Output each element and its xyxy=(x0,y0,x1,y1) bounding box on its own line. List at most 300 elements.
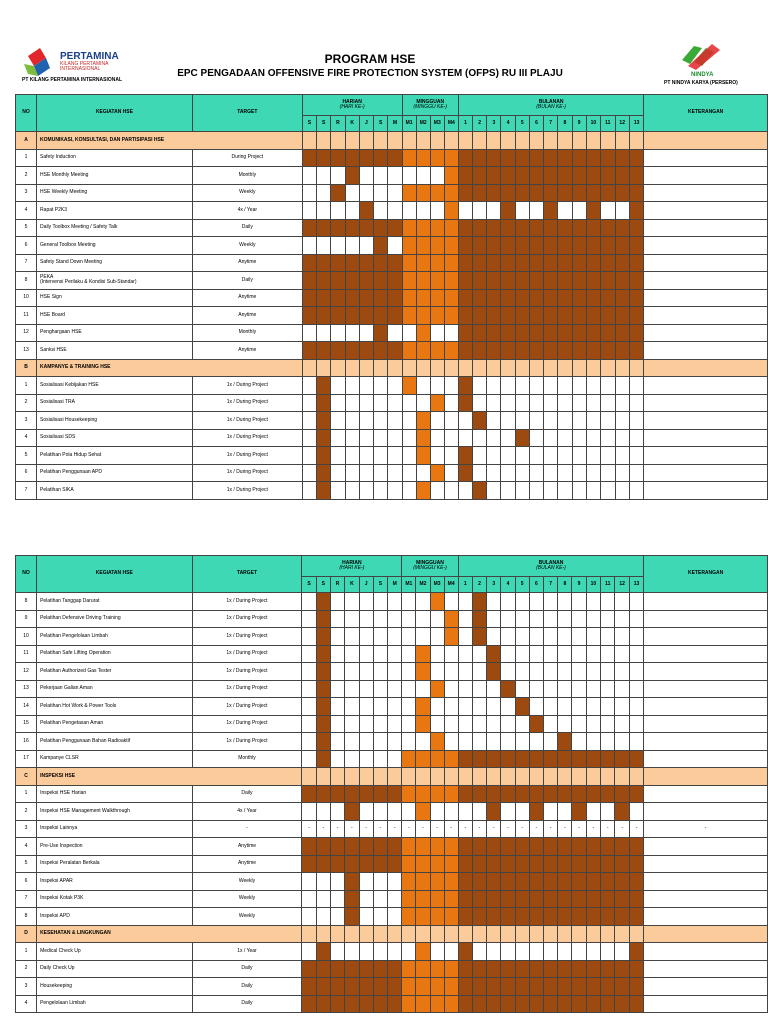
section-row xyxy=(16,925,768,943)
month-cell xyxy=(458,254,472,272)
activity-label: Pelatihan Safe Lifting Operation xyxy=(37,645,192,663)
day-cell xyxy=(359,202,373,220)
day-cell xyxy=(388,289,402,307)
month-cell xyxy=(615,593,629,611)
section-cell xyxy=(317,359,331,377)
col-group-mingguan-sublabel: (MINGGU KE-) xyxy=(413,565,447,571)
month-cell xyxy=(572,960,586,978)
month-cell xyxy=(473,324,487,342)
week-cell xyxy=(444,377,458,395)
row-number: 2 xyxy=(16,167,37,185)
col-group-mingguan-label: MINGGUAN xyxy=(416,559,444,566)
day-cell xyxy=(345,628,359,646)
keterangan-cell xyxy=(644,149,768,167)
day-cell xyxy=(302,628,316,646)
month-cell xyxy=(515,254,529,272)
day-cell xyxy=(359,377,373,395)
month-cell xyxy=(529,855,543,873)
week-cell xyxy=(430,593,444,611)
week-cell xyxy=(402,995,416,1013)
month-cell xyxy=(558,733,572,751)
month-cell xyxy=(473,447,487,465)
schedule-table-2 xyxy=(15,555,768,1013)
month-cell xyxy=(501,680,515,698)
month-cell xyxy=(544,377,558,395)
day-header: K xyxy=(345,116,359,132)
day-cell xyxy=(302,715,316,733)
day-cell xyxy=(388,960,402,978)
week-cell xyxy=(444,464,458,482)
month-cell xyxy=(586,324,600,342)
month-cell xyxy=(572,149,586,167)
col-header-keterangan: KETERANGAN xyxy=(644,556,768,593)
day-cell xyxy=(330,855,344,873)
day-cell xyxy=(317,184,331,202)
month-cell xyxy=(515,995,529,1013)
month-cell xyxy=(458,785,472,803)
row-number: 2 xyxy=(16,803,37,821)
day-cell xyxy=(316,943,330,961)
month-cell xyxy=(472,995,486,1013)
month-cell xyxy=(501,663,515,681)
day-cell xyxy=(388,324,402,342)
table-row xyxy=(16,377,768,395)
day-cell xyxy=(302,645,316,663)
day-cell xyxy=(359,960,373,978)
row-number: 6 xyxy=(16,237,37,255)
activity-label xyxy=(37,272,193,290)
month-cell xyxy=(601,429,615,447)
month-cell xyxy=(629,377,643,395)
month-cell xyxy=(473,307,487,325)
day-cell xyxy=(317,254,331,272)
target-label: 1x / During Project xyxy=(192,412,302,430)
section-cell xyxy=(615,925,629,943)
week-cell xyxy=(444,394,458,412)
month-cell xyxy=(586,750,600,768)
week-cell xyxy=(430,342,444,360)
day-cell xyxy=(331,272,345,290)
target-label: Anytime xyxy=(192,289,302,307)
month-cell xyxy=(601,978,615,996)
month-cell xyxy=(572,272,586,290)
day-cell xyxy=(359,184,373,202)
col-header-target: TARGET xyxy=(192,95,302,132)
day-cell xyxy=(302,855,316,873)
week-cell xyxy=(416,219,430,237)
keterangan-cell xyxy=(644,289,768,307)
day-cell xyxy=(359,715,373,733)
month-cell xyxy=(473,219,487,237)
month-cell xyxy=(458,202,472,220)
day-cell xyxy=(345,803,359,821)
keterangan-cell xyxy=(644,394,768,412)
week-cell xyxy=(402,272,416,290)
day-cell xyxy=(316,733,330,751)
month-header: 6 xyxy=(529,577,543,593)
section-cell xyxy=(473,359,487,377)
section-cell xyxy=(430,925,444,943)
day-cell xyxy=(302,838,316,856)
month-cell xyxy=(529,237,543,255)
month-cell xyxy=(558,628,572,646)
month-cell xyxy=(529,342,543,360)
month-cell xyxy=(615,324,629,342)
section-cell xyxy=(529,359,543,377)
day-cell xyxy=(316,908,330,926)
day-cell xyxy=(374,272,388,290)
month-cell xyxy=(501,855,515,873)
day-cell xyxy=(345,663,359,681)
activity-label: Sosialisasi Kebijakan HSE xyxy=(37,377,193,395)
section-cell xyxy=(430,359,444,377)
month-cell xyxy=(629,429,643,447)
month-cell xyxy=(629,202,643,220)
section-cell xyxy=(374,132,388,150)
month-cell xyxy=(458,394,472,412)
keterangan-cell xyxy=(644,132,768,150)
row-number: 14 xyxy=(16,698,37,716)
month-cell xyxy=(487,908,501,926)
month-cell xyxy=(487,202,501,220)
month-cell xyxy=(615,943,629,961)
month-cell xyxy=(515,610,529,628)
day-cell xyxy=(388,184,402,202)
target-label: - xyxy=(192,820,302,838)
day-cell xyxy=(374,377,388,395)
month-cell xyxy=(529,628,543,646)
month-cell xyxy=(515,890,529,908)
month-cell xyxy=(572,342,586,360)
day-cell xyxy=(388,272,402,290)
month-cell xyxy=(615,680,629,698)
table-row xyxy=(16,289,768,307)
week-cell xyxy=(402,412,416,430)
week-cell xyxy=(430,960,444,978)
pertamina-logo-text: PERTAMINA xyxy=(60,51,119,62)
month-cell xyxy=(501,219,515,237)
month-header: 4 xyxy=(501,577,515,593)
month-header: 6 xyxy=(529,116,543,132)
week-cell xyxy=(402,219,416,237)
month-cell xyxy=(501,978,515,996)
month-cell xyxy=(615,394,629,412)
month-cell xyxy=(515,447,529,465)
activity-label: Inspeksi Kotak P3K xyxy=(37,890,192,908)
month-cell xyxy=(529,167,543,185)
day-cell xyxy=(359,219,373,237)
keterangan-cell xyxy=(644,663,768,681)
month-cell xyxy=(586,219,600,237)
month-cell xyxy=(558,429,572,447)
day-cell xyxy=(345,149,359,167)
month-cell xyxy=(629,307,643,325)
day-cell xyxy=(345,995,359,1013)
month-cell xyxy=(544,237,558,255)
day-cell xyxy=(374,342,388,360)
month-cell xyxy=(572,593,586,611)
day-cell xyxy=(317,429,331,447)
month-cell xyxy=(558,698,572,716)
keterangan-cell xyxy=(644,359,768,377)
day-cell xyxy=(316,663,330,681)
activity-label: HSE Monthly Meeting xyxy=(37,167,193,185)
activity-label: Pelatihan Penggunaan Bahan Radioaktif xyxy=(37,733,192,751)
month-cell xyxy=(515,593,529,611)
month-cell xyxy=(472,715,486,733)
month-cell xyxy=(473,377,487,395)
month-cell xyxy=(601,412,615,430)
section-cell xyxy=(373,925,387,943)
section-cell xyxy=(515,359,529,377)
month-cell xyxy=(472,628,486,646)
month-cell xyxy=(615,628,629,646)
month-cell xyxy=(629,978,643,996)
month-cell xyxy=(472,960,486,978)
section-cell xyxy=(601,359,615,377)
week-cell xyxy=(444,680,458,698)
month-cell xyxy=(487,855,501,873)
month-cell xyxy=(629,412,643,430)
day-cell xyxy=(330,680,344,698)
row-number: 5 xyxy=(16,855,37,873)
month-cell xyxy=(629,663,643,681)
month-cell xyxy=(601,943,615,961)
day-cell xyxy=(302,610,316,628)
month-cell xyxy=(515,464,529,482)
week-cell xyxy=(416,715,430,733)
row-number: 16 xyxy=(16,733,37,751)
month-cell xyxy=(615,272,629,290)
table-row xyxy=(16,960,768,978)
day-cell xyxy=(359,803,373,821)
activity-label: Inspeksi Lainnya xyxy=(37,820,192,838)
target-label: Weekly xyxy=(192,890,302,908)
day-cell xyxy=(302,202,316,220)
month-cell xyxy=(487,943,501,961)
table-row xyxy=(16,698,768,716)
day-cell xyxy=(373,943,387,961)
month-cell xyxy=(572,184,586,202)
day-cell xyxy=(388,995,402,1013)
day-cell xyxy=(302,663,316,681)
week-cell xyxy=(416,464,430,482)
month-cell xyxy=(501,447,515,465)
day-cell xyxy=(373,908,387,926)
section-code: D xyxy=(16,925,37,943)
day-cell xyxy=(316,628,330,646)
day-cell xyxy=(316,715,330,733)
day-cell xyxy=(302,698,316,716)
month-cell xyxy=(615,803,629,821)
month-cell xyxy=(487,342,501,360)
month-cell xyxy=(629,838,643,856)
month-cell xyxy=(601,628,615,646)
month-cell xyxy=(615,412,629,430)
month-cell xyxy=(529,324,543,342)
month-cell xyxy=(458,429,472,447)
day-header: S xyxy=(302,577,316,593)
month-cell xyxy=(458,645,472,663)
month-cell xyxy=(487,645,501,663)
month-cell xyxy=(501,645,515,663)
month-header: 7 xyxy=(544,116,558,132)
month-cell xyxy=(458,680,472,698)
day-cell xyxy=(302,908,316,926)
month-cell xyxy=(572,412,586,430)
day-cell xyxy=(388,908,402,926)
month-cell xyxy=(515,645,529,663)
month-cell xyxy=(601,394,615,412)
row-number: 5 xyxy=(16,219,37,237)
month-cell xyxy=(501,429,515,447)
day-cell xyxy=(345,873,359,891)
week-cell xyxy=(416,184,430,202)
month-cell xyxy=(601,715,615,733)
day-cell xyxy=(302,733,316,751)
day-header: S xyxy=(317,116,331,132)
day-cell xyxy=(331,342,345,360)
month-cell xyxy=(544,873,558,891)
section-cell xyxy=(458,768,472,786)
week-cell xyxy=(430,219,444,237)
week-cell xyxy=(444,803,458,821)
week-cell xyxy=(430,838,444,856)
month-header: 11 xyxy=(601,116,615,132)
month-cell xyxy=(544,838,558,856)
activity-label: Medical Check Up xyxy=(37,943,192,961)
section-cell xyxy=(615,768,629,786)
month-cell xyxy=(601,908,615,926)
day-cell xyxy=(345,202,359,220)
target-label: 1x / During Project xyxy=(192,593,302,611)
month-cell xyxy=(629,628,643,646)
week-cell xyxy=(444,482,458,500)
month-cell xyxy=(501,377,515,395)
schedule-cell: - xyxy=(515,820,529,838)
day-cell xyxy=(345,960,359,978)
day-cell xyxy=(388,698,402,716)
month-cell xyxy=(629,715,643,733)
week-cell xyxy=(430,482,444,500)
month-cell xyxy=(615,429,629,447)
target-label: Anytime xyxy=(192,307,302,325)
month-cell xyxy=(487,412,501,430)
month-header: 1 xyxy=(458,577,472,593)
week-header: M2 xyxy=(416,577,430,593)
activity-label: Pelatihan Pola Hidup Sehat xyxy=(37,447,193,465)
month-cell xyxy=(458,149,472,167)
section-cell xyxy=(544,359,558,377)
day-cell xyxy=(388,645,402,663)
day-cell xyxy=(388,838,402,856)
month-cell xyxy=(472,680,486,698)
day-cell xyxy=(345,890,359,908)
month-cell xyxy=(515,628,529,646)
month-cell xyxy=(615,610,629,628)
month-header: 9 xyxy=(572,116,586,132)
day-cell xyxy=(374,202,388,220)
week-cell xyxy=(402,324,416,342)
month-cell xyxy=(515,838,529,856)
keterangan-cell xyxy=(644,482,768,500)
keterangan-cell xyxy=(644,412,768,430)
section-cell xyxy=(472,768,486,786)
week-cell xyxy=(444,289,458,307)
month-cell xyxy=(615,750,629,768)
row-number: 3 xyxy=(16,412,37,430)
keterangan-cell xyxy=(644,873,768,891)
month-cell xyxy=(473,412,487,430)
section-cell xyxy=(416,132,430,150)
activity-label: Sosialisasi Housekeeping xyxy=(37,412,193,430)
col-group-mingguan-sublabel: (MINGGU KE-) xyxy=(413,104,448,110)
activity-label: Inspeksi HSE Harian xyxy=(37,785,192,803)
week-cell xyxy=(444,733,458,751)
month-cell xyxy=(458,663,472,681)
month-cell xyxy=(515,342,529,360)
week-cell xyxy=(402,803,416,821)
row-number: 1 xyxy=(16,785,37,803)
month-cell xyxy=(615,377,629,395)
target-label: 4x / Year xyxy=(192,803,302,821)
month-cell xyxy=(501,750,515,768)
month-cell xyxy=(572,202,586,220)
month-cell xyxy=(615,873,629,891)
day-cell xyxy=(302,680,316,698)
month-cell xyxy=(515,733,529,751)
month-cell xyxy=(458,289,472,307)
table-row xyxy=(16,978,768,996)
schedule-cell: - xyxy=(444,820,458,838)
row-number: 10 xyxy=(16,628,37,646)
day-cell xyxy=(317,307,331,325)
month-cell xyxy=(458,978,472,996)
section-cell xyxy=(302,359,316,377)
month-cell xyxy=(615,978,629,996)
target-label: Monthly xyxy=(192,750,302,768)
day-cell xyxy=(345,429,359,447)
day-cell xyxy=(302,307,316,325)
row-number: 4 xyxy=(16,429,37,447)
section-cell xyxy=(331,132,345,150)
month-cell xyxy=(529,838,543,856)
month-cell xyxy=(515,219,529,237)
month-header: 5 xyxy=(515,577,529,593)
month-cell xyxy=(473,394,487,412)
day-cell xyxy=(388,855,402,873)
month-cell xyxy=(472,698,486,716)
schedule-cell: - xyxy=(615,820,629,838)
week-cell xyxy=(402,785,416,803)
month-cell xyxy=(572,838,586,856)
week-cell xyxy=(416,628,430,646)
day-cell xyxy=(373,645,387,663)
keterangan-cell xyxy=(644,324,768,342)
week-cell xyxy=(430,610,444,628)
week-cell xyxy=(444,890,458,908)
day-cell xyxy=(331,324,345,342)
day-cell xyxy=(373,593,387,611)
month-cell xyxy=(472,645,486,663)
day-header: M xyxy=(388,116,402,132)
day-cell xyxy=(345,733,359,751)
month-cell xyxy=(487,447,501,465)
activity-label: Pelatihan Tanggap Darurat xyxy=(37,593,192,611)
day-cell xyxy=(359,663,373,681)
day-cell xyxy=(345,943,359,961)
target-label: 1x / During Project xyxy=(192,394,302,412)
